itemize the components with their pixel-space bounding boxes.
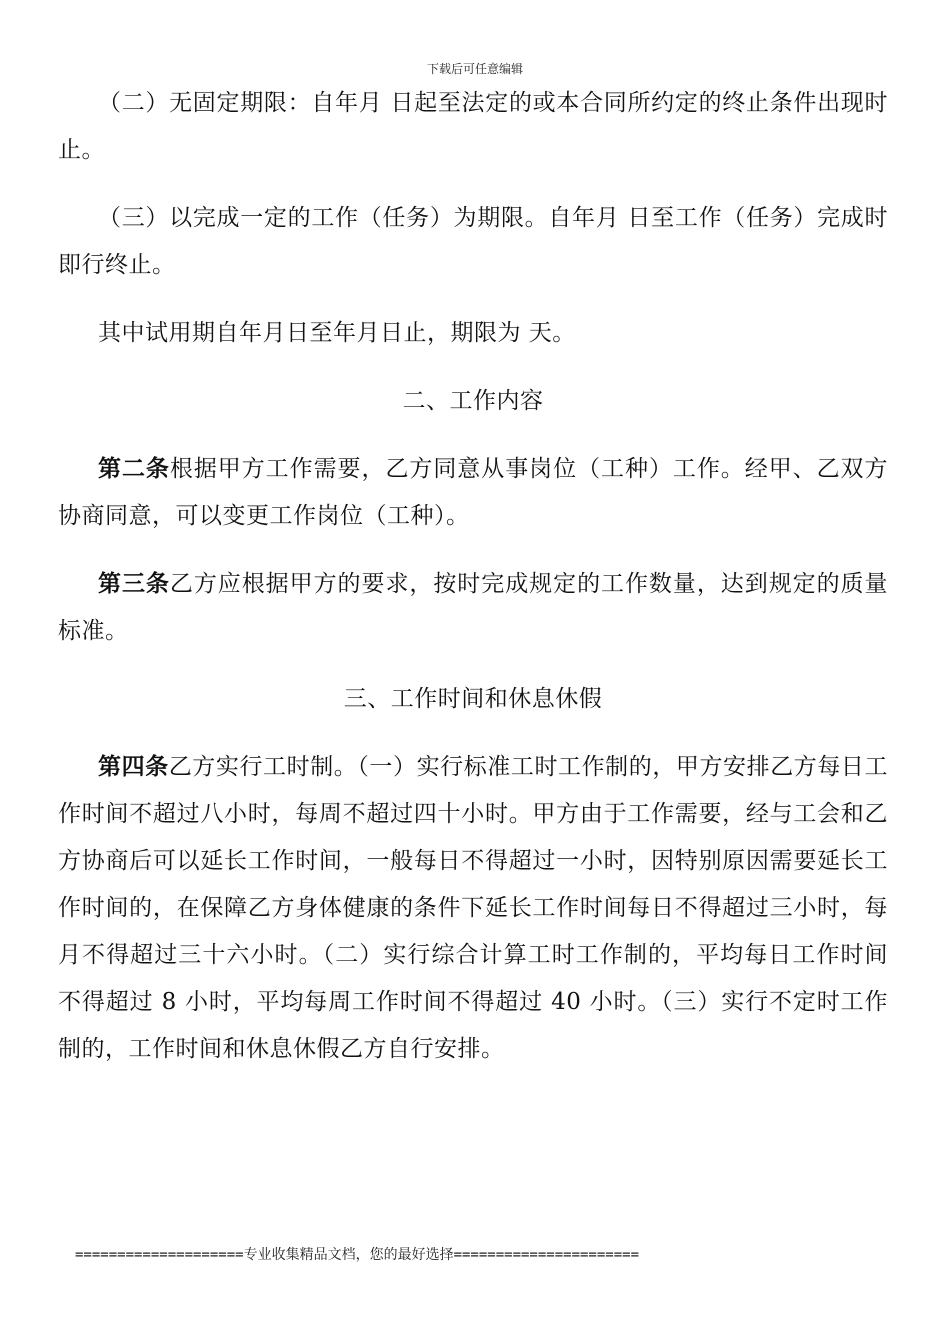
footer-note: ====================专业收集精品文档，您的最好选择======================: [75, 1247, 640, 1263]
article-4-text: 乙方实行工时制。（一）实行标准工时工作制的，甲方安排乙方每日工作时间不超过八小时，每周不超过四十小时。甲方由于工作需要，经与工会和乙方协商后可以延长工作时间，一般每日不得超过一小时，因特别原因需要延长工作时间的，在保障乙方身体健康的条件下延长工作时间每日不得超过三小时，每月不得超过三十六小时。（二）实行综合计算工时工作制的，平均每日工作时间不得超过 8 小时，平均每周工作时间不得超过 40 小时。（三）实行不定时工作制的，工作时间和休息休假乙方自行安排。: [58, 754, 889, 1062]
paragraph-indefinite-term: （二）无固定期限：自年月 日起至法定的或本合同所约定的终止条件出现时止。: [58, 90, 888, 163]
article-3: [58, 561, 888, 655]
paragraph-task-term: （三）以完成一定的工作（任务）为期限。自年月 日至工作（任务）完成时即行终止。: [58, 205, 888, 278]
article-3-label: 第三条: [98, 571, 170, 597]
section-heading-work-hours: 三、工作时间和休息休假: [343, 686, 603, 712]
article-4: [58, 744, 888, 1073]
section-heading-work-content: 二、工作内容: [402, 388, 544, 414]
article-4-label: 第四条: [98, 754, 169, 780]
document-body: [58, 80, 888, 1094]
article-2: [58, 446, 888, 540]
article-2-text: 根据甲方工作需要，乙方同意从事岗位（工种）工作。经甲、乙双方协商同意，可以变更工作岗位（工种）。: [58, 456, 888, 529]
paragraph-probation: 其中试用期自年月日至年月日止，期限为 天。: [98, 320, 576, 346]
article-3-text: 乙方应根据甲方的要求，按时完成规定的工作数量，达到规定的质量标准。: [58, 571, 888, 644]
header-note: 下载后可任意编辑: [426, 62, 523, 76]
article-2-label: 第二条: [98, 456, 170, 482]
